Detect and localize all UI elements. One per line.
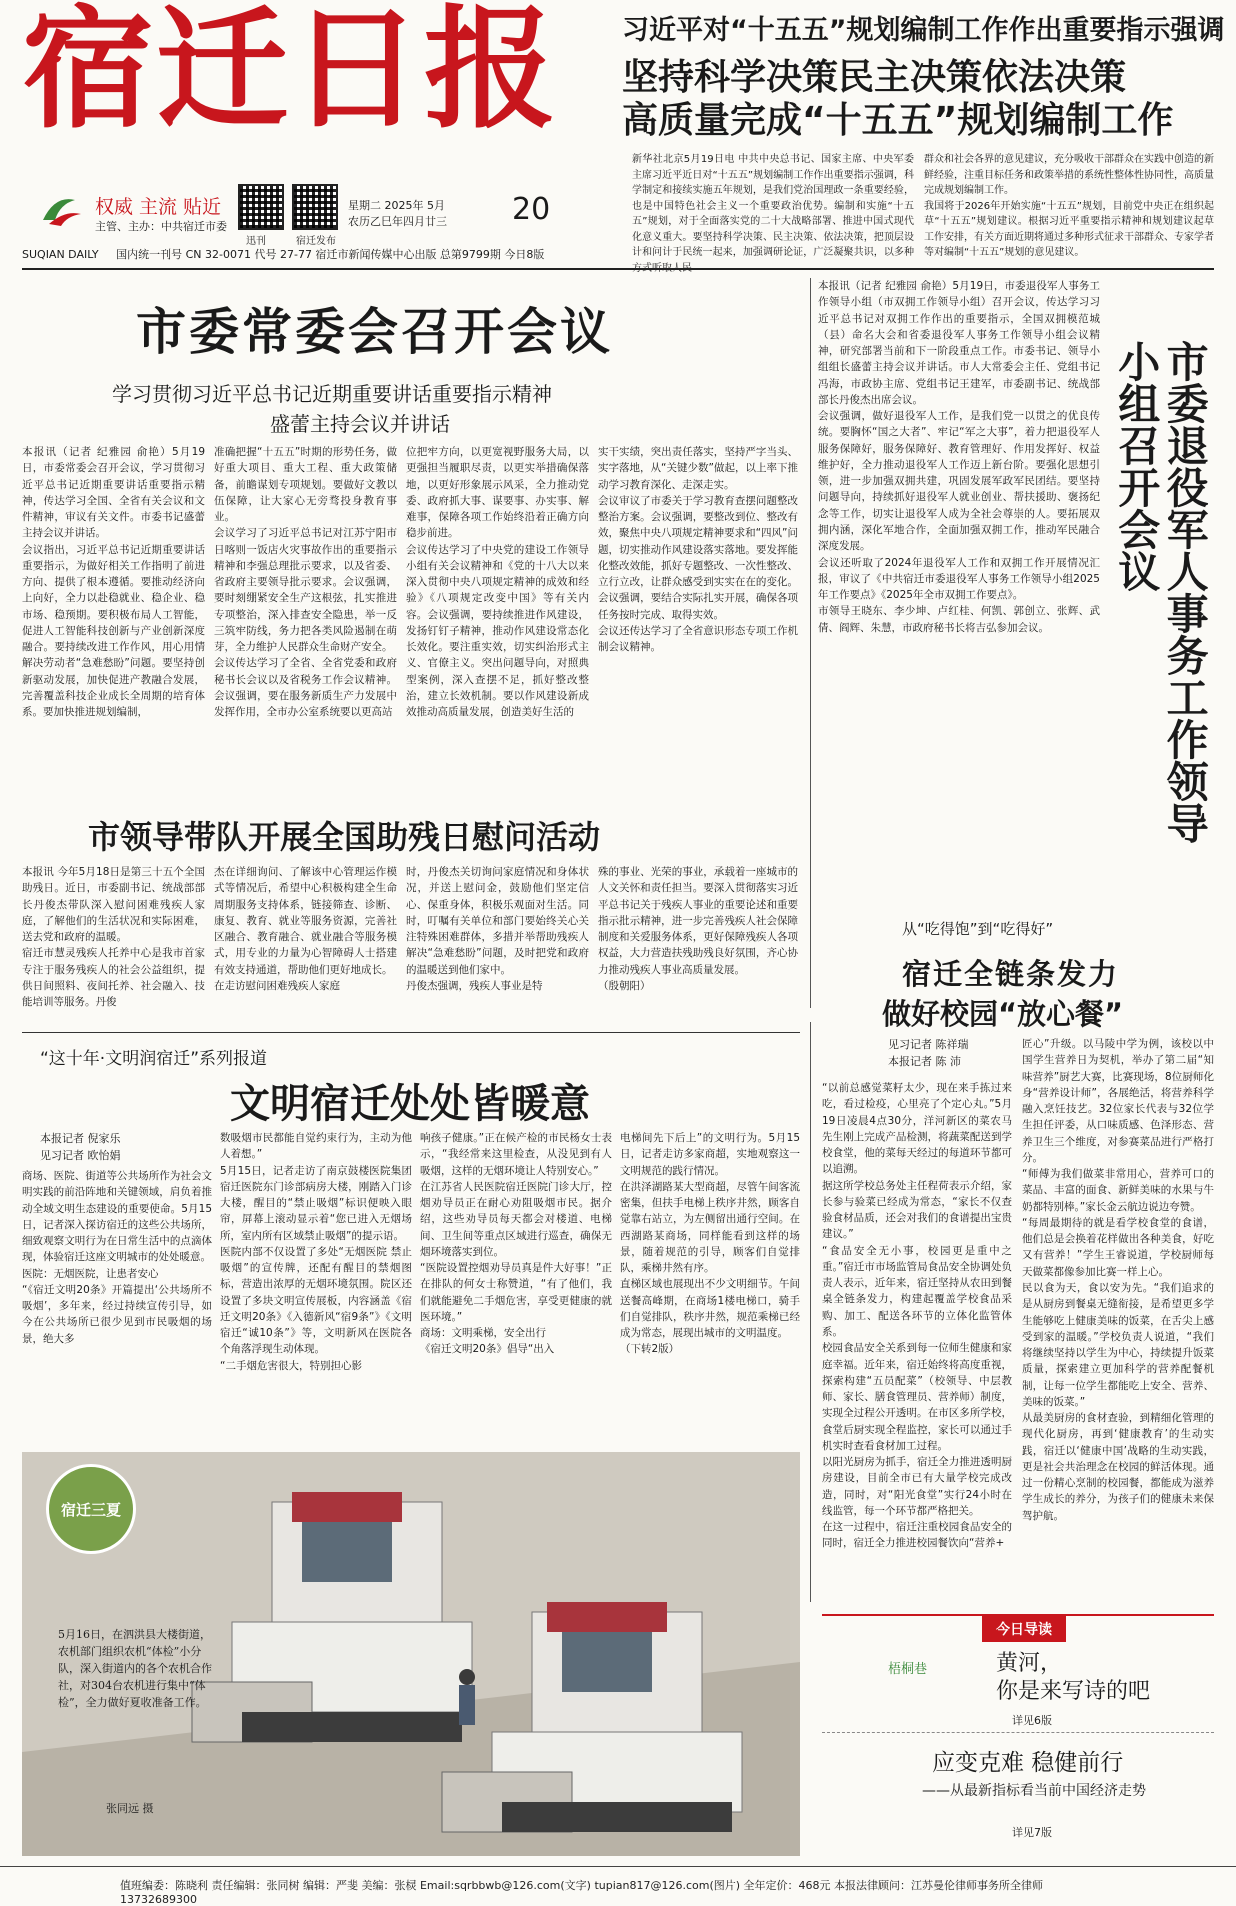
newspaper-logo-icon <box>35 190 87 230</box>
disability-col-1: 本报讯 今年5月18日是第三十五个全国助残日。近日，市委副书记、统战部部长丹俊杰带队深入慰问困难残疾人家庭，了解他们的生活状况和实际困难，送去党和政府的温暖。 宿迁市慧灵残疾人托养中心是我市首家专注于服务残疾人的社会公益组织，提供日间照料、夜间托养、社会融入、技能培训等服务。丹俊 <box>22 866 205 1009</box>
today-guide <box>822 1614 1214 1858</box>
civility-col-4: 电梯间先下后上”的文明行为。5月15日，记者走访多家商超，实地观察这一文明规范的践行情况。 在洪泽湖路某大型商超，尽管午间客流密集，但扶手电梯上秩序井然，顾客自觉靠右站立，为左侧留出通行空间。在西湖路某商场，同样能看到这样的场景，随着规范的引导，顾客们自觉排队，乘梯井然有序。 直梯区域也展现出不少文明细节。午间送餐高峰期，在商场1楼电梯口，骑手们自觉排队，秩序井然，规范乘梯已经成为常态，展现出城市的文明温度。 （下转2版） <box>620 1132 800 1356</box>
guide-item1-line2[interactable]: 你是来写诗的吧 <box>996 1679 1151 1704</box>
banner-body-right: 群众和社会各界的意见建议，充分吸收干部群众在实践中创造的新鲜经验，注重目标任务和政策举措的系统性整体性协同性，高质量完成规划编制工作。 我国将于2026年开始实施“十五五”规划，目前党中央正在组织起草“十五五”规划建议。根据习近平重要指示精神和规划建议起草工作安排，有关方面近期将通过多种形式征求干部群众、专家学者等对编制“十五五”规划的意见建议。 <box>924 154 1214 258</box>
publication-info <box>22 246 544 262</box>
main-subhead2: 盛蕾主持会议并讲话 <box>270 412 450 436</box>
date-line2: 农历乙巳年四月廿三 <box>348 214 447 228</box>
main-subhead1: 学习贯彻习近平总书记近期重要讲话重要指示精神 <box>112 382 552 406</box>
guide-item2-sub: ——从最新指标看当前中国经济走势 <box>922 1783 1146 1799</box>
harvest-seal-icon <box>46 1464 136 1554</box>
disability-col-4: 殊的事业、光荣的事业，承载着一座城市的人文关怀和责任担当。要深入贯彻落实习近平总书记关于残疾人事业的重要论述和重要指示批示精神，进一步完善残疾人社会保障制度和关爱服务体系，更好保障残疾人各项权益，大力营造扶残助残良好氛围，齐心协力推动残疾人事业高质量发展。 （殷朝阳） <box>598 866 798 992</box>
series-tag: “这十年·文明润宿迁”系列报道 <box>40 1049 268 1069</box>
canteen-kicker: 从“吃得饱”到“吃得好” <box>902 920 1054 938</box>
footer-credits: 值班编委：陈晓利 责任编辑：张同树 编辑：严斐 美编：张棂 Email:sqrbbwb@126.com(文字) tupian817@126.com(图片) 全年定价：468元 本报法律顾问：江苏曼伦律师事务所全律师 13732689300 <box>120 1879 1044 1906</box>
disability-headline: 市领导带队开展全国助残日慰问活动 <box>88 818 601 856</box>
canteen-byline: 见习记者 陈祥瑞 本报记者 陈 沛 <box>888 1038 969 1069</box>
banner-kicker: 习近平对“十五五”规划编制工作作出重要指示强调 <box>622 15 1225 46</box>
disability-col-2: 杰在详细询问、了解该中心管理运作模式等情况后，希望中心积极构建全生命周期服务支持体系，链接筛查、诊断、康复、教育、就业等服务资源，完善社区融合、教育融合、就业融合等服务模式，用专业的力量为心智障碍人士搭建有效支持通道，帮助他们更好地成长。 在走访慰问困难残疾人家庭 <box>214 866 397 992</box>
qr-code-icon <box>292 184 338 230</box>
canteen-headline-line1: 宿迁全链条发力 <box>902 957 1120 991</box>
disability-col-3: 时，丹俊杰关切询问家庭情况和身体状况，并送上慰问金，鼓励他们坚定信心、保重身体，积极乐观面对生活。同时，叮嘱有关单位和部门要始终关心关注特殊困难群体，多措并举帮助残疾人解决“急难愁盼”问题，及时把党和政府的温暖送到他们家中。 丹俊杰强调，残疾人事业是特 <box>406 866 589 992</box>
guide-brand: 梧桐巷 <box>888 1662 928 1677</box>
main-col-3: 位把牢方向，以更宽视野服务大局，以更强担当履职尽责，以更实举措确保落地，以更好形象展示风采，全力推动党委、政府抓大事、谋要事、办实事、解难事，保障各项工作始终沿着正确方向稳步前进。 会议传达学习了中央党的建设工作领导小组有关会议精神和《党的十八大以来深入贯彻中央八项规定精神的成效和经验》《八项规定改变中国》等有关内容。会议强调，要持续推进作风建设，发扬钉钉子精神，推动作风建设常态化长效化。要注重实效，切实纠治形式主义、官僚主义。突出问题导向，对照典型案例，深入查摆不足，抓好整改整治，建立长效机制。要以作风建设新成效推动高质量发展，创造美好生活的 <box>406 446 589 719</box>
qr-code-icon <box>238 184 284 230</box>
qr2-label: 宿迁发布 <box>296 236 336 247</box>
issue-date <box>348 198 447 230</box>
main-col-4: 实干实绩，突出责任落实，坚持严字当头、实字落地，从“关键少数”做起，以上率下推动学习教育深化、走深走实。 会议审议了市委关于学习教育查摆问题整改整治方案。会议强调，要整改到位、整改有效，聚焦中央八项规定精神要求和“四风”问题，切实推动作风建设落实落地。要发挥能化整改效能，抓好专题整改、一次性整改、立行立改，让群众感受到实实在在的变化。会议强调，要结合实际扎实开展，确保各项任务按时完成、取得实效。 会议还传达学习了全省意识形态专项工作机制会议精神。 <box>598 446 798 654</box>
footer-rule <box>0 1866 1236 1867</box>
photo-caption: 5月16日，在泗洪县大楼街道，农机部门组织农机“体检”小分队，深入街道内的各个农机合作社，对304台农机进行集中“体检”，全力做好夏收准备工作。 <box>58 1628 212 1710</box>
masthead-rule <box>22 268 1214 270</box>
banner-headline <box>622 56 1173 142</box>
column-divider <box>810 1022 811 1602</box>
canteen-col-2: 匠心”升级。以马陵中学为例，该校以中国学生营养日为契机，举办了第二届“知味营养”厨艺大赛，比赛现场，8位厨师化身“营养设计师”，各展绝活，将营养科学融入烹饪技艺。32位家长代表与32位学生担任评委，从口味质感、色泽形态、营养卫生三个维度，对参赛菜品进行严格打分。 “师傅为我们做菜非常用心，营养可口的菜品、丰富的面食、新鲜美味的水果与牛奶都特别棒。”家长金云航边说边夸赞。 “每周最期待的就是看学校食堂的食谱，他们总是会换着花样做出各种美食，好吃又有营养！”学生王睿说道，学校厨师每天做菜都像参加比赛一样上心。 民以食为天，食以安为先。“我们追求的是从厨房到餐桌无缝衔接，是希望更多学生能够吃上健康美味的饭菜，在舌尖上感受到家的温暖。”学校负责人说道，“我们将继续坚持以学生为中心，持续提升饭菜质量，探索建立更加科学的营养配餐机制，让每一位学生都能吃上安全、营养、美味的饭菜。” 从最美厨房的食材查验，到精细化管理的现代化厨房，再到‘健康教育’的生动实践，宿迁以‘健康中国’战略的生动实践，更是社会共治理念在校园的鲜活体现。通过一份精心烹制的校园餐，都能成为滋养学生成长的养分，为孩子们的健康未来保驾护航。 <box>1022 1038 1214 1522</box>
info-line: 国内统一刊号 CN 32-0071 代号 27-77 宿迁市新闻传媒中心出版 总第9799期 今日8版 <box>116 248 545 261</box>
english-name: SUQIAN DAILY <box>22 248 99 261</box>
civility-headline: 文明宿迁处处皆暖意 <box>230 1081 590 1127</box>
guide-item1-line1[interactable]: 黄河， <box>996 1651 1063 1676</box>
guide-item1-page[interactable]: 详见6版 <box>1012 1714 1052 1727</box>
banner-body-left: 新华社北京5月19日电 中共中央总书记、国家主席、中央军委主席习近平近日对“十五五”规划编制工作作出重要指示强调，科学制定和接续实施五年规划，是我们党治国理政一条重要经验，也是中国特色社会主义一个重要政治优势。编制和实施“十五五”规划，对于全面落实党的二十大战略部署、推进中国式现代化意义重大。要坚持科学决策、民主决策、依法决策，把顶层设计和问计于民统一起来，加强调研论证，广泛凝聚共识，以多种方式听取人民 <box>632 154 914 274</box>
guide-divider <box>822 1732 1214 1733</box>
newspaper-title: 宿迁日报 <box>22 0 558 147</box>
right-story-title: 市委退役军人事务工作领导小组召开会议 <box>1112 340 1210 844</box>
canteen-col-1: “以前总感觉菜籽太少，现在来手拣过来吃，看过检疫，心里亮了个定心丸。”5月19日凌晨4点30分，洋河新区的菜农马先生刚上完成产品检测，将蔬菜配送到学校食堂，他的菜每天经过的每道环节都可以追溯。 据这所学校总务处主任程荷表示介绍，家长参与验菜已经成为常态，“家长不仅查验食材品质，还会对我们的食谱提出宝贵建议。” “食品安全无小事，校园更是重中之重。”宿迁市市场监管局食品安全协调处负责人表示，近年来，宿迁坚持从农田到餐桌全链条发力，构建起覆盖学校食品采购、加工、配送各环节的立体化监管体系。 校园食品安全关系到每一位师生健康和家庭幸福。近年来，宿迁始终将高度重视，探索构建“五员配菜”（校领导、中层教师、家长、膳食管理员、营养师）制度，实现全过程公开透明。在市区多所学校，食堂后厨实现全程监控，家长可以通过手机实时查看食材加工过程。 以阳光厨房为抓手，宿迁全力推进透明厨房建设，目前全市已有大量学校完成改造，同时，对“阳光食堂”实行24小时在线监管，每一个环节都严格把关。 在这一过程中，宿迁注重校园食品安全的同时，宿迁全力推进校园餐饮向“营养+ <box>822 1082 1012 1550</box>
column-divider <box>810 278 811 1008</box>
guide-tag: 今日导读 <box>982 1616 1066 1642</box>
civility-col-1: 商场、医院、街道等公共场所作为社会文明实践的前沿阵地和关键领域，肩负着推动全域文明生态建设的重要使命。5月15日，记者深入探访宿迁的这些公共场所，细致观察文明行为在日常生活中的点滴体现，体验宿迁这座文明城市的处处暖意。 医院：无烟医院，让患者安心 “《宿迁文明20条》开篇提出‘公共场所不吸烟’，多年来，经过持续宣传引导，如今在公共场所已很少见到市民吸烟的场景，绝大多 <box>22 1170 212 1345</box>
civility-col-3: 响孩子健康。”正在候产检的市民杨女士表示，“我经常来这里检查，从没见到有人吸烟，这样的无烟环境让人特别安心。” 在江苏省人民医院宿迁医院门诊大厅，控烟劝导员正在耐心劝阻吸烟市民。据介绍，这些劝导员每天都会对楼道、电梯间、卫生间等重点区域进行巡查，确保无烟环境落实到位。 “医院设置控烟劝导员真是件大好事！”正在排队的何女士称赞道，“有了他们，我们就能避免二手烟危害，享受更健康的就医环境。” 商场：文明乘梯，安全出行 《宿迁文明20条》倡导“出入 <box>420 1132 612 1356</box>
civility-col-2: 数吸烟市民都能自觉约束行为，主动为他人着想。” 5月15日，记者走访了南京鼓楼医院集团宿迁医院东门诊部病房大楼，刚踏入门诊大楼，醒目的“禁止吸烟”标识便映入眼帘，屏幕上滚动显示着“您已进入无烟场所，室内所有区域禁止吸烟”的提示语。 医院内部不仅设置了多处“无烟医院 禁止吸烟”的宣传牌，还配有醒目的禁烟图标，营造出浓厚的无烟环境氛围。院区还设置了多块文明宣传展板，内容涵盖《宿迁文明20条》《入德新风“宿9条”》《文明宿迁“诚10条”》等，文明新风在医院各个角落浮现生动体现。 “二手烟危害很大，特别担心影 <box>220 1132 412 1372</box>
main-col-1: 本报讯（记者 纪雅园 俞艳）5月19日，市委常委会召开会议，学习贯彻习近平总书记近期重要讲话重要指示精神，传达学习全国、全省有关会议和文件精神，审议有关文件。市委书记盛蕾主持会议并讲话。 会议指出，习近平总书记近期重要讲话重要指示，为做好相关工作指明了前进方向、提供了根本遵循。要推动经济向上向好，全力以赴稳就业、稳企业、稳市场、稳预期。要积极布局人工智能，促进人工智能科技创新与产业创新深度融合。要持续改进工作作风，用心用情解决劳动者“急难愁盼”问题。要坚持创新驱动发展，加快促进产教融合发展，完善覆盖科技企业成长全周期的培育体系。要加快推进规划编制， <box>22 446 205 719</box>
issue-day: 20 <box>512 192 551 227</box>
qr1-label: 迅刊 <box>246 236 266 247</box>
sponsor: 主管、主办：中共宿迁市委 <box>95 220 227 233</box>
section-rule <box>22 1032 800 1033</box>
civility-byline: 本报记者 倪家乐 见习记者 欧怡娟 <box>40 1132 121 1163</box>
main-col-2: 准确把握“十五五”时期的形势任务，做好重大项目、重大工程、重大政策储备，前瞻谋划专项规划。要做好文教以伍保障，让大家心无旁骛投身教育事业。 会议学习了习近平总书记对江苏宁阳市日喀则一饭店火灾事故作出的重要指示精神和李强总理批示要求，以及省委、省政府主要领导批示要求。会议强调，要时刻绷紧安全生产这根弦，扎实推进专项整治，深入排查安全隐患，举一反三筑牢防线，务力把各类风险遏制在萌芽，全力维护人民群众生命财产安全。 会议传达学习了全省、全省党委和政府秘书长会议以及省税务工作会议精神。会议强调，要在服务新质生产力发展中发挥作用，全市办公室系统要以更高站 <box>214 446 397 719</box>
banner-headline-line2: 高质量完成“十五五”规划编制工作 <box>622 100 1174 142</box>
guide-item2-page[interactable]: 详见7版 <box>1012 1826 1052 1839</box>
photo-credit: 张同远 摄 <box>106 1802 154 1815</box>
seal-text: 宿迁三夏 <box>60 1500 121 1519</box>
slogan: 权威 主流 贴近 <box>95 196 222 218</box>
canteen-headline-line2: 做好校园“放心餐” <box>882 997 1124 1031</box>
right-story-body: 本报讯（记者 纪雅园 俞艳）5月19日，市委退役军人事务工作领导小组（市双拥工作领导小组）召开会议，传达学习习近平总书记对双拥工作作出的重要指示，全国双拥模范城（县）命名大会和省委退役军人事务工作领导小组会议精神，研究部署当前和下一阶段重点工作。市委书记、领导小组组长盛蕾主持会议并讲话。市人大常委会主任、党组书记冯海，市政协主席、党组书记王建军，市委副书记、统战部部长丹俊杰出席会议。 会议强调，做好退役军人工作，是我们党一以贯之的优良传统。要胸怀“国之大者”、牢记“军之大事”，着力把退役军人服务保障好，服务保障好、教育管理好、作用发挥好、权益维护好，全力推动退役军人工作迈上新台阶。要强化思想引领，进一步加强双拥共建，巩固发展军政军民团结。要坚持问题导向，持续抓好退役军人就业创业、帮扶援助、褒扬纪念等工作，切实让退役军人成为全社会尊崇的人。要拓展双拥内涵，深化军地合作，全面加强双拥工作，推动军民融合深度发展。 会议还听取了2024年退役军人工作和双拥工作开展情况汇报，审议了《中共宿迁市委退役军人事务工作领导小组2025年工作要点》《2025年全市双拥工作要点》。 市领导王晓东、李少坤、卢红桂、何凯、郭创立、张辉、武倩、阎辉、朱慧，市政府秘书长将吉弘参加会议。 <box>818 280 1100 634</box>
banner-headline-line1: 坚持科学决策民主决策依法决策 <box>622 57 1127 98</box>
date-line1: 星期二 2025年 5月 <box>348 199 445 212</box>
guide-item2-title[interactable]: 应变克难 稳健前行 <box>932 1750 1124 1776</box>
main-headline: 市委常委会召开会议 <box>136 303 613 361</box>
